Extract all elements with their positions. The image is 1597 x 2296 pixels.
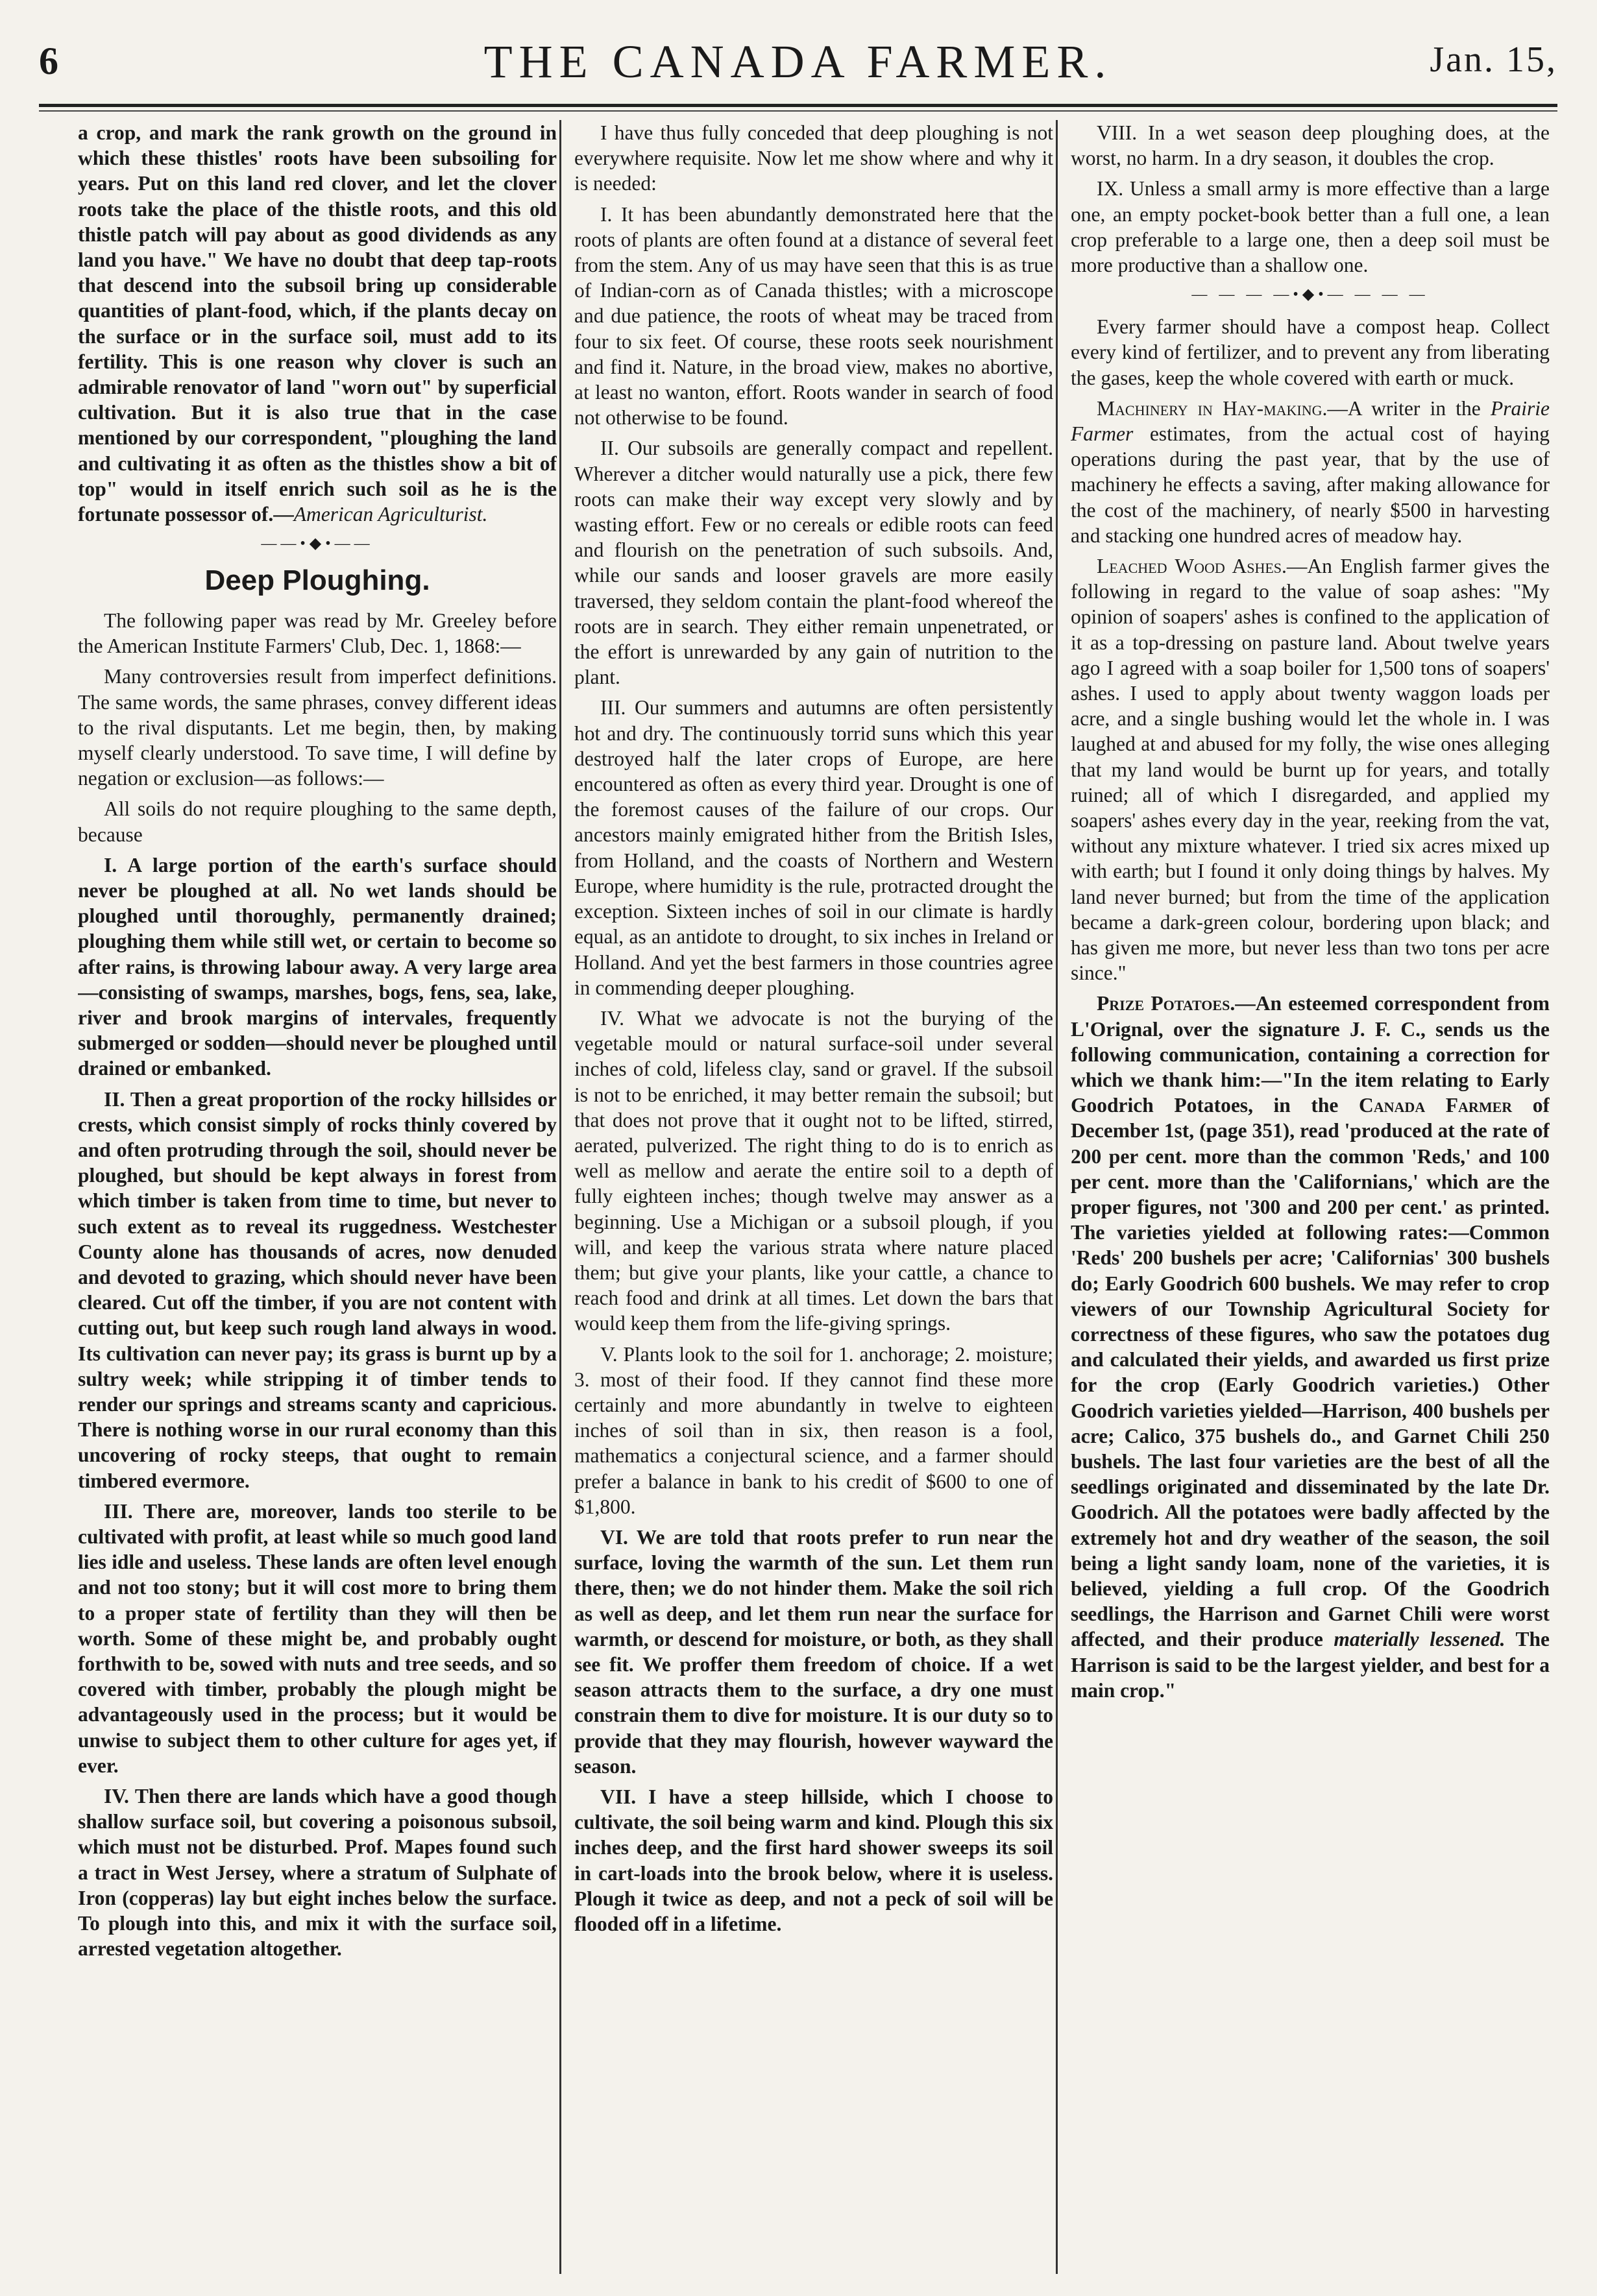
item-lead: Leached Wood Ashes. (1097, 554, 1287, 577)
column-2 (574, 120, 1053, 2274)
paragraph-all-soils: All soils do not require ploughing to the same depth, because (78, 797, 557, 846)
paragraph-need-i: I. It has been abundantly demonstrated here that the roots of plants are often found at a distance of several feet from the stem. Any of us may have seen that this is as true of Indian-corn as of Canada thistles; with a microscope and due patience, the roots of wheat may be traced from four to six feet. Of course, these roots seek nourishment and find it. Nature, in the broad view, makes no abortive, at least no wanton, effort. Roots wander in search of food not otherwise to be found. (574, 202, 1053, 429)
paragraph-point-i: I. A large portion of the earth's surface should never be ploughed at all. No wet lands should be ploughed until thoroughly, permanently drained; ploughing them while still wet, or certain to become so after rains, is throwing labour away. A very large area—consisting of swamps, marshes, bogs, fens, sea, lake, river and brook margins of intervales, frequently submerged or sodden—should never be ploughed until drained or embanked. (78, 853, 557, 1080)
journal-name: Prairie Farmer (1071, 396, 1550, 445)
header-rule (39, 104, 1557, 107)
journal-name: Canada Farmer (1359, 1094, 1513, 1117)
paragraph-intro: The following paper was read by Mr. Greeley before the American Institute Farmers' Club, Dec. 1, 1868:— (78, 609, 557, 658)
item-lead: Machinery in Hay-making. (1097, 396, 1328, 420)
column-divider-1 (559, 120, 561, 2274)
item-ashes: Leached Wood Ashes.—An English farmer gives the following in regard to the value of soap ashes: "My opinion of soapers' ashes is confined to the application of it as a top-dressing on pasture land. About twelve years ago I agreed with a soap boiler for 1,500 tons of soapers' ashes. I used to apply about twenty waggon loads per acre, and a single bushing would let the whole in. I was laughed at and abused for my folly, the wise ones alleging that my land would be burnt up for years, and totally ruined; all of which I disregarded, and applied my soapers' ashes every day in the year, reeking from the vat, without any mixture whatever. I tried six acres mixed up with earth; but I found it only doing things by halves. My land never burned; but from the time of the application became a dark-green colour, bordering upon black; and has given me more, but never less than two tons per acre since." (1071, 554, 1550, 985)
paragraph-point-iv: IV. Then there are lands which have a good though shallow surface soil, but covering a poisonous subsoil, which must not be disturbed. Prof. Mapes found such a tract in West Jersey, where a stratum of Sulphate of Iron (copperas) lay but eight inches below the surface. To plough into this, and mix it with the surface soil, arrested vegetation altogether. (78, 1785, 557, 1961)
masthead-title: THE CANADA FARMER. (483, 36, 1113, 88)
paragraph-need-vii: VII. I have a steep hillside, which I choose to cultivate, the soil being warm and kind. Plough this six inches deep, and the first hard shower sweeps its soil in cart-loads into the brook below, where it is useless. Plough it twice as deep, and not a peck of soil will be flooded off in a lifetime. (574, 1785, 1053, 1936)
article-continuation: a crop, and mark the rank growth on the ground in which these thistles' roots have been subsoiling for years. Put on this land red clover, and let the clover roots take the place of the thistle roots, and this old thistle patch will pay about as good dividends as any land you have." We have no doubt that deep tap-roots that descend into the subsoil bring up considerable quantities of plant-food, which, if the plants decay on the surface or in the surface soil, must add to its fertility. This is one reason why clover is such an admirable renovator of land "worn out" by superficial cultivation. But it is also true that in the case mentioned by our correspondent, "ploughing the land and cultivating it as often as the thistles show a bit of top" would in itself enrich such soil as he is the fortunate possessor of.—American Agriculturist. (78, 121, 557, 526)
paragraph-point-iii: III. There are, moreover, lands too sterile to be cultivated with profit, at least while so much good land lies idle and useless. These lands are often level enough and not too stony; but it will cost more to bring them to a proper state of fertility than they will then be worth. Some of these might be, and probably ought forthwith to be, sowed with nuts and tree seeds, and so covered with timber, probably the plough might be advantageously used in the process; but it would be unwise to subject them to other culture for ages yet, if ever. (78, 1499, 557, 1777)
column-divider-2 (1056, 120, 1058, 2274)
paragraph-compost: Every farmer should have a compost heap. Collect every kind of fertilizer, and to prevent any from liberating the gases, keep the whole covered with earth or muck. (1071, 315, 1550, 389)
page-header (39, 26, 1557, 97)
item-lead: Prize Potatoes. (1097, 992, 1236, 1015)
item-potatoes: Prize Potatoes.—An esteemed correspondent from L'Orignal, over the signature J. F. C., sends us the following communication, containing a correction for which we thank him:—"In the item relating to Early Goodrich Potatoes, in the Canada Farmer of December 1st, (page 351), read 'produced at the rate of 200 per cent. more than the common 'Reds,' and 100 per cent. more than the 'Californians,' which are the proper figures, not '300 and 200 per cent.' as printed. The varieties yielded at following rates:—Common 'Reds' 200 bushels per acre; 'Californias' 300 bushels do; Early Goodrich 600 bushels. We may refer to crop viewers of our Township Agricultural Society for correctness of these figures, who saw the potatoes dug and calculated their yields, and awarded us first prize for the crop (Early Goodrich varieties.) Other Goodrich varieties yielded—Harrison, 400 bushels per acre; Calico, 375 bushels do., and Garnet Chili 250 bushels. The last four varieties are the best of all the seedlings originated and disseminated by the late Dr. Goodrich. All the potatoes were badly affected by the extremely hot and dry weather of the season, the soil being a light sandy loam, none of the varieties, it is believed, yielding a full crop. Of the Goodrich seedlings, the Harrison and Garnet Chili were worst affected, and their produce materially lessened. The Harrison is said to be the largest yielder, and best for a main crop." (1071, 992, 1550, 1702)
page-number: 6 (39, 40, 58, 82)
column-3 (1071, 120, 1550, 2274)
column-1 (78, 120, 557, 2274)
emphasis: materially lessened. (1334, 1628, 1506, 1651)
article-source: American Agriculturist. (293, 503, 488, 526)
paragraph-definitions: Many controversies result from imperfect definitions. The same words, the same phrases, convey different ideas to the rival disputants. Let me begin, then, by making myself clearly understood. To save time, I will define by negation or exclusion—as follows:— (78, 665, 557, 790)
paragraph-need-v: V. Plants look to the soil for 1. anchorage; 2. moisture; 3. most of their food. If they cannot find these more certainly and more abundantly in twelve to eighteen inches of soil than in six, then reason is a fool, mathematics a conjectural science, and a farmer should prefer a balance in bank to his credit of $600 to one of $1,800. (574, 1342, 1053, 1518)
item-machinery: Machinery in Hay-making.—A writer in the Prairie Farmer estimates, from the actual cost of haying operations during the past year, that by the use of machinery he effects a saving, after making allowance for the cost of the machinery, of nearly $500 in harvesting and stacking one hundred acres of meadow hay. (1071, 396, 1550, 547)
paragraph-point-ii: II. Then a great proportion of the rocky hillsides or crests, which consist simply of rocks thinly covered by and often protruding through the soil, should never be ploughed, but should be kept always in forest from which timber is taken from time to time, but never to such extent as to reveal its ruggedness. Westchester County alone has thousands of acres, now denuded and devoted to grazing, which should never have been cleared. Cut off the timber, if you are not content with cutting out, but keep such rough land always in wood. Its cultivation can never pay; its grass is burnt up by a sultry week; while stripping it of timber tends to render our springs and streams scanty and capricious. There is nothing worse in our rural economy than this uncovering of rocky steeps, that ought to remain timbered evermore. (78, 1087, 557, 1492)
separator: — — — —•◆•— — — — (1191, 286, 1429, 304)
paragraph-conceded: I have thus fully conceded that deep ploughing is not everywhere requisite. Now let me show where and why it is needed: (574, 121, 1053, 195)
paragraph-need-iii: III. Our summers and autumns are often persistently hot and dry. The continuously torrid suns which this year destroyed half the later crops of Europe, are here encountered as often as every third year. Drought is one of the foremost causes of the failure of our crops. Our ancestors mainly emigrated hither from the British Isles, from Holland, and the coasts of Northern and Western Europe, where humidity is the rule, protracted drought the exception. Sixteen inches of soil in our climate is hardly equal, as an antidote to drought, to six inches in Ireland or Holland. And yet the best farmers in those countries agree in commending deeper ploughing. (574, 696, 1053, 999)
separator: ——•◆•—— (261, 535, 374, 553)
article-heading: Deep Ploughing. (204, 564, 430, 597)
issue-date: Jan. 15, (1430, 40, 1557, 80)
paragraph-need-vi: VI. We are told that roots prefer to run near the surface, loving the warmth of the sun. Let them run there, then; we do not hinder them. Make the soil rich as well as deep, and let them run near the surface for warmth, or descend for moisture, or both, as they shall see fit. We proffer them freedom of choice. If a wet season attracts them to the surface, a dry one must constrain them to dive for moisture. It is our duty so to provide that they may flourish, however wayward the season. (574, 1525, 1053, 1778)
paragraph-need-ix: IX. Unless a small army is more effective than a large one, an empty pocket-book better than a full one, a lean crop preferable to a large one, then a deep soil must be more productive than a shallow one. (1071, 177, 1550, 277)
paragraph-need-ii: II. Our subsoils are generally compact and repellent. Wherever a ditcher would naturally use a pick, there few roots can make their way except very slowly and by wasting effort. Few or no cereals or edible roots can feed and flourish on the penetration of such subsoils. And, while our sands and looser gravels are more easily traversed, they seldom contain the plant-food whereof the roots are in search. They either remain unpenetrated, or the effort is unrewarded by any gain of nutrition to the plant. (574, 437, 1053, 689)
paragraph-need-viii: VIII. In a wet season deep ploughing does, at the worst, no harm. In a dry season, it doubles the crop. (1071, 121, 1550, 170)
paragraph-need-iv: IV. What we advocate is not the burying of the vegetable mould or natural surface-soil under several inches of cold, lifeless clay, sand or gravel. If the subsoil is not to be enriched, it may better remain the subsoil; but that does not prove that it ought not to be lifted, stirred, aerated, pulverized. The right thing to do is to enrich as well as mellow and aerate the entire soil to a depth of fully eighteen inches; though twelve may answer as a beginning. Use a Michigan or a subsoil plough, if you will, and keep the various strata where nature placed them; but give your plants, like your cattle, a chance to reach food and drink at all times. Let down the bars that would keep them from the life-giving springs. (574, 1006, 1053, 1335)
header-rule-thin (39, 110, 1557, 112)
